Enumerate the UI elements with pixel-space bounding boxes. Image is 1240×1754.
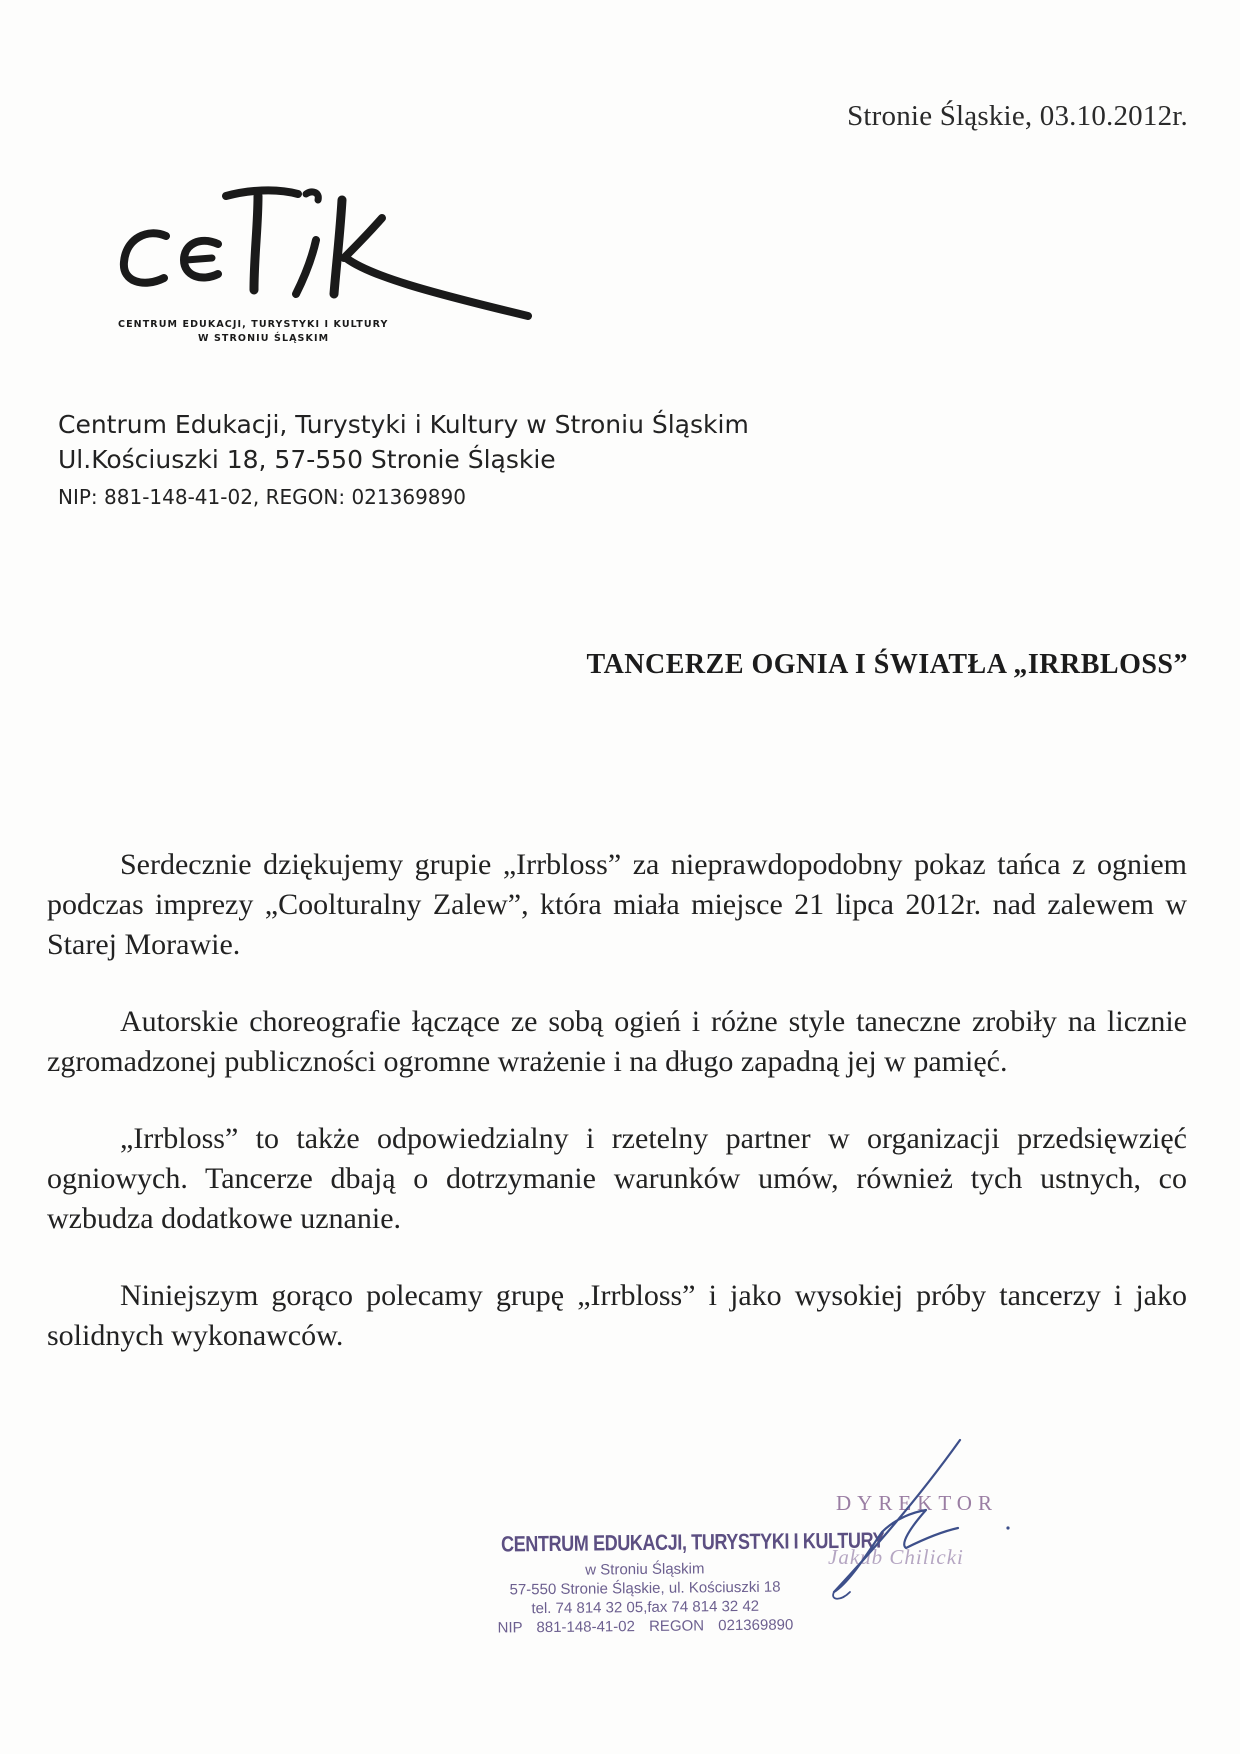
organization-name: Centrum Edukacji, Turystyki i Kultury w Stroniu Śląskim — [58, 410, 749, 439]
paragraph: Autorskie choreografie łączące ze sobą ogień i różne style taneczne zrobiły na licznie zgromadzonej publiczności ogromne wrażenie i na długo zapadną jej w pamięć. — [47, 1005, 1187, 1078]
paragraph: Niniejszym gorąco polecamy grupę „Irrbloss” i jako wysokiej próby tancerzy i jako solidnych wykonawców. — [47, 1279, 1187, 1352]
letter-body — [47, 845, 1187, 1393]
logo-lettering-line2: W STRONIU ŚLĄSKIM — [198, 333, 330, 345]
cetik-logo — [108, 178, 538, 363]
stamp-line: tel. 74 814 32 05,fax 74 814 32 42 — [531, 1597, 760, 1618]
organization-header — [58, 407, 749, 515]
stamp-line: NIP 881-148-41-02 REGON 021369890 — [497, 1616, 794, 1637]
stamp-line: CENTRUM EDUKACJI, TURYSTYKI I KULTURY — [500, 1527, 885, 1557]
stamp-line: 57-550 Stronie Śląskie, ul. Kościuszki 18 — [509, 1578, 781, 1599]
cetik-logo-mark — [108, 178, 538, 328]
director-stamp-name: Jakub Chilicki — [828, 1545, 964, 1569]
letter-title: TANCERZE OGNIA I ŚWIATŁA „IRRBLOSS” — [586, 649, 1188, 680]
letter-date: Stronie Śląskie, 03.10.2012r. — [847, 100, 1188, 132]
stamp-line: w Stroniu Śląskim — [585, 1560, 705, 1579]
organization-stamp — [469, 1527, 885, 1638]
handwritten-signature — [810, 1432, 1010, 1612]
organization-address: Ul.Kościuszki 18, 57-550 Stronie Śląskie — [58, 445, 556, 474]
paragraph: Serdecznie dziękujemy grupie „Irrbloss” za nieprawdopodobny pokaz tańca z ogniem podczas imprezy „Coolturalny Zalew”, która miała miejsce 21 lipca 2012r. nad zalewem w Starej Morawie. — [47, 848, 1187, 961]
logo-lettering — [118, 318, 538, 347]
logo-lettering-line1: CENTRUM EDUKACJI, TURYSTYKI I KULTURY — [118, 319, 389, 330]
organization-ids: NIP: 881-148-41-02, REGON: 021369890 — [58, 485, 466, 509]
paragraph: „Irrbloss” to także odpowiedzialny i rzetelny partner w organizacji przedsięwzięć ogniowych. Tancerze dbają o dotrzymanie warunków umów, również tych ustnych, co wzbudza dodatkowe uznanie. — [47, 1122, 1187, 1235]
director-stamp-role: DYREKTOR — [836, 1491, 998, 1515]
